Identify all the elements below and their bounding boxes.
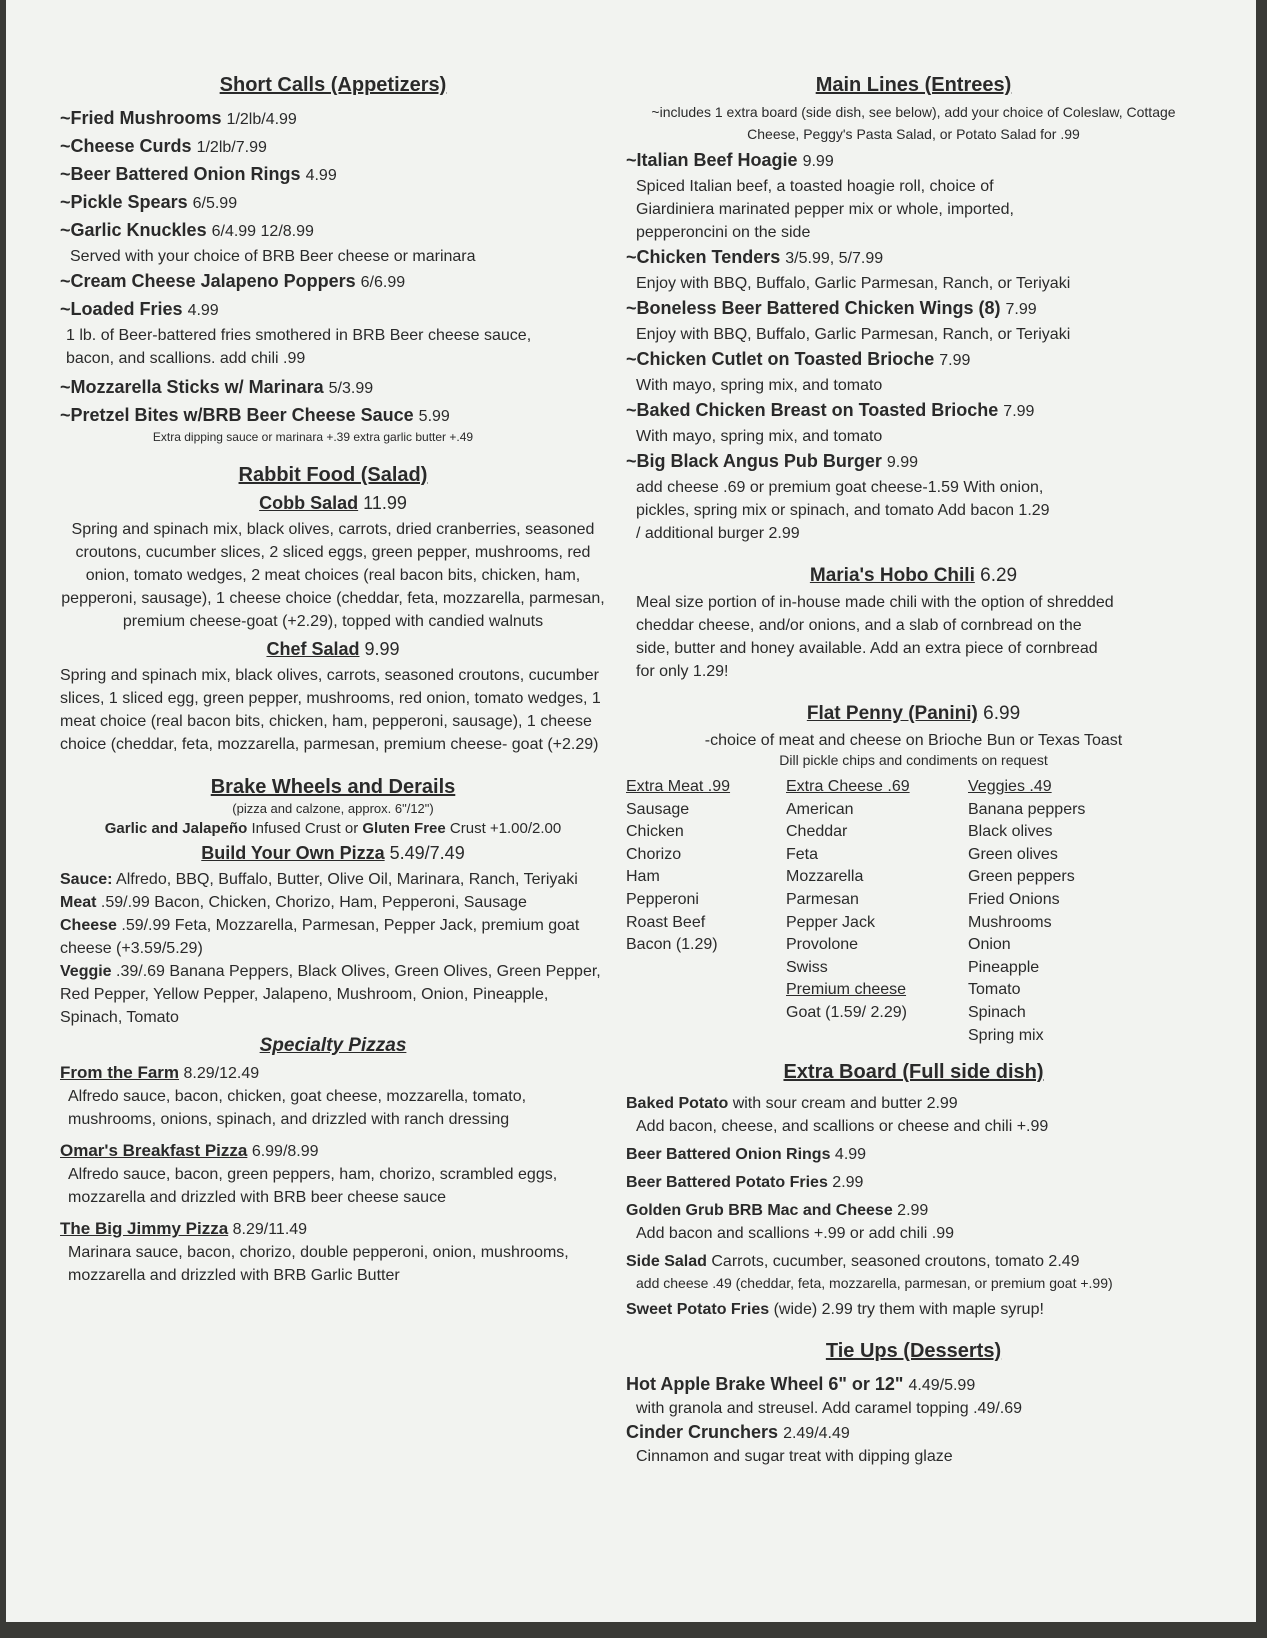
specialty-item xyxy=(60,1217,606,1241)
item-price: 6/4.99 12/8.99 xyxy=(211,223,314,240)
list-item: Ham xyxy=(626,868,660,886)
list-item: Pineapple xyxy=(968,958,1040,976)
item-text: with sour cream and butter 2.99 xyxy=(728,1095,958,1113)
item-name: ~Mozzarella Sticks w/ Marinara xyxy=(60,377,324,397)
item-desc: add cheese .49 (cheddar, feta, mozzarella, parmesan, or premium goat +.99) xyxy=(636,1275,1113,1292)
item-name: ~Pickle Spears xyxy=(60,192,188,212)
side-item xyxy=(626,1199,1201,1245)
item-text: Carrots, cucumber, seasoned croutons, tomato 2.49 xyxy=(706,1253,1080,1271)
menu-item xyxy=(60,217,606,245)
item-price: 1/2lb/4.99 xyxy=(226,111,297,128)
left-column xyxy=(60,74,606,1287)
item-name: Cobb Salad xyxy=(259,493,359,513)
list-item: Swiss xyxy=(786,958,828,976)
list-item: Banana peppers xyxy=(968,800,1086,818)
item-price: 6.29 xyxy=(980,565,1018,586)
crust-text: Infused Crust or xyxy=(247,820,363,837)
item-name: Golden Grub BRB Mac and Cheese xyxy=(626,1202,893,1220)
menu-item xyxy=(626,448,1201,476)
list-item: American xyxy=(786,800,854,818)
value: .59/.99 Bacon, Chicken, Chorizo, Ham, Pepperoni, Sausage xyxy=(96,894,527,911)
panini-line2: Dill pickle chips and condiments on request xyxy=(779,752,1048,768)
list-item: Mushrooms xyxy=(968,913,1052,931)
item-price: 6/6.99 xyxy=(360,274,406,291)
item-name: ~Italian Beef Hoagie xyxy=(626,150,798,170)
column-head: Premium cheese xyxy=(786,981,907,999)
panini-options xyxy=(626,776,1201,1047)
list-item: Provolone xyxy=(786,936,859,954)
salad-title: Rabbit Food (Salad) xyxy=(238,464,428,486)
column-head: Extra Meat .99 xyxy=(626,778,731,795)
item-name: Maria's Hobo Chili xyxy=(809,565,975,586)
item-name: Chef Salad xyxy=(266,639,360,659)
menu-item xyxy=(60,161,606,189)
value: Alfredo, BBQ, Buffalo, Butter, Olive Oil, Marinara, Ranch, Teriyaki xyxy=(112,871,578,888)
menu-item xyxy=(626,295,1201,323)
list-item: Tomato xyxy=(968,981,1021,999)
list-item: Goat (1.59/ 2.29) xyxy=(786,1003,907,1021)
list-item: Cheddar xyxy=(786,823,848,841)
entrees-note: ~includes 1 extra board (side dish, see below), add your choice of Coleslaw, Cottage Cheese, Peggy's Pasta Salad, or Potato Salad for .99 xyxy=(651,104,1176,142)
item-name: From the Farm xyxy=(60,1063,180,1082)
item-name: ~Cheese Curds xyxy=(60,136,192,156)
item-text: 2.99 xyxy=(892,1202,929,1220)
specialty-item xyxy=(60,1139,606,1163)
item-name: Hot Apple Brake Wheel 6" or 12" xyxy=(626,1374,904,1395)
item-name: ~Pretzel Bites w/BRB Beer Cheese Sauce xyxy=(60,405,414,425)
list-item: Sausage xyxy=(626,800,690,818)
menu-item xyxy=(60,268,606,296)
side-item xyxy=(626,1298,1201,1321)
label: Veggie xyxy=(60,963,112,980)
item-price: 4.49/5.99 xyxy=(908,1377,976,1395)
item-name: ~Boneless Beer Battered Chicken Wings (8) xyxy=(626,298,1001,318)
item-name: ~Loaded Fries xyxy=(60,299,183,319)
column-head: Extra Cheese .69 xyxy=(786,778,910,795)
item-price: 9.99 xyxy=(364,639,400,659)
desserts-title: Tie Ups (Desserts) xyxy=(825,1340,1002,1363)
byo-heading xyxy=(60,843,606,864)
item-name: Build Your Own Pizza xyxy=(201,843,385,863)
menu-item xyxy=(626,1371,1201,1399)
item-name: ~Chicken Cutlet on Toasted Brioche xyxy=(626,349,935,369)
crust-line xyxy=(60,820,606,837)
item-price: 4.99 xyxy=(187,302,219,319)
item-price: 9.99 xyxy=(802,153,834,170)
item-price: 11.99 xyxy=(363,493,407,513)
item-name: Baked Potato xyxy=(626,1095,729,1113)
byo-sauce xyxy=(60,868,606,891)
item-name: Side Salad xyxy=(626,1253,707,1271)
menu-item xyxy=(60,133,606,161)
item-name: Beer Battered Onion Rings xyxy=(626,1146,831,1164)
menu-item xyxy=(626,346,1201,374)
value: .39/.69 Banana Peppers, Black Olives, Green Olives, Green Pepper, Red Pepper, Yellow Pepper, Jalapeno, Mushroom, Onion, Pineapple, Spinach, Tomato xyxy=(60,963,601,1026)
item-price: 5.99 xyxy=(418,408,450,425)
menu-item xyxy=(626,147,1201,175)
item-desc: Alfredo sauce, bacon, chicken, goat cheese, mozzarella, tomato, mushrooms, onions, spinach, and drizzled with ranch dressing xyxy=(68,1088,527,1128)
byo-veggie xyxy=(60,960,606,1029)
list-item: Pepper Jack xyxy=(786,913,875,931)
menu-item xyxy=(60,189,606,217)
specialty-title: Specialty Pizzas xyxy=(259,1035,407,1056)
item-text: 4.99 xyxy=(830,1146,867,1164)
label: Sauce: xyxy=(60,871,113,888)
list-item: Spring mix xyxy=(968,1026,1044,1044)
item-price: 6/5.99 xyxy=(192,195,238,212)
item-price: 9.99 xyxy=(886,454,919,471)
item-desc: 1 lb. of Beer-battered fries smothered in BRB Beer cheese sauce, bacon, and scallions. add chili .99 xyxy=(66,327,532,367)
item-price: 7.99 xyxy=(1003,403,1035,420)
item-price: 6.99 xyxy=(983,703,1021,724)
item-desc: Add bacon and scallions +.99 or add chili .99 xyxy=(636,1225,954,1243)
chili-desc: Meal size portion of in-house made chili with the option of shredded cheddar cheese, and/or onions, and a slab of cornbread on the side, butter and honey available. Add an extra piece of cornbread for only 1.29! xyxy=(636,594,1114,680)
appetizers-note: Extra dipping sauce or marinara +.39 extra garlic butter +.49 xyxy=(152,430,474,444)
pizza-title: Brake Wheels and Derails xyxy=(210,776,456,798)
appetizers-title: Short Calls (Appetizers) xyxy=(219,74,447,96)
item-price: 7.99 xyxy=(1005,301,1037,318)
item-name: ~Beer Battered Onion Rings xyxy=(60,164,301,184)
item-price: 3/5.99, 5/7.99 xyxy=(785,250,884,267)
side-item xyxy=(626,1171,1201,1194)
item-desc: Spiced Italian beef, a toasted hoagie roll, choice of Giardiniera marinated pepper mix or whole, imported, pepperoncini on the side xyxy=(636,178,1014,241)
item-desc: Enjoy with BBQ, Buffalo, Garlic Parmesan, Ranch, or Teriyaki xyxy=(636,275,1071,292)
item-text: 2.99 xyxy=(827,1174,864,1192)
list-item: Mozzarella xyxy=(786,868,864,886)
specialty-item xyxy=(60,1061,606,1085)
item-name: ~Fried Mushrooms xyxy=(60,108,222,128)
item-name: ~Cream Cheese Jalapeno Poppers xyxy=(60,271,356,291)
menu-item xyxy=(626,1419,1201,1447)
item-name: Omar's Breakfast Pizza xyxy=(60,1141,248,1160)
item-name: Flat Penny (Panini) xyxy=(806,703,978,724)
item-name: ~Garlic Knuckles xyxy=(60,220,207,240)
veggie-column xyxy=(968,776,1168,1047)
item-desc: Enjoy with BBQ, Buffalo, Garlic Parmesan, Ranch, or Teriyaki xyxy=(636,326,1071,343)
item-name: ~Baked Chicken Breast on Toasted Brioche xyxy=(626,400,999,420)
list-item: Chicken xyxy=(626,823,684,841)
menu-item xyxy=(60,374,606,402)
byo-cheese xyxy=(60,914,606,960)
list-item: Fried Onions xyxy=(968,890,1060,908)
panini-heading xyxy=(626,703,1201,725)
panini-line1: -choice of meat and cheese on Brioche Bun or Texas Toast xyxy=(704,732,1123,749)
list-item: Spinach xyxy=(968,1003,1026,1021)
item-text: (wide) 2.99 try them with maple syrup! xyxy=(769,1301,1044,1319)
item-name: ~Big Black Angus Pub Burger xyxy=(626,451,882,471)
item-price: 5.49/7.49 xyxy=(389,843,465,863)
label: Meat xyxy=(60,894,97,911)
item-desc: with granola and streusel. Add caramel topping .49/.69 xyxy=(636,1400,1023,1418)
value: .59/.99 Feta, Mozzarella, Parmesan, Pepper Jack, premium goat cheese (+3.59/5.29) xyxy=(60,917,580,957)
item-name: Beer Battered Potato Fries xyxy=(626,1174,828,1192)
menu-item xyxy=(60,296,606,324)
meat-column xyxy=(626,776,786,1047)
menu-item xyxy=(60,402,606,430)
list-item: Pepperoni xyxy=(626,890,699,908)
cobb-salad-desc: Spring and spinach mix, black olives, carrots, dried cranberries, seasoned croutons, cucumber slices, 2 sliced eggs, green pepper, mushrooms, red onion, tomato wedges, 2 meat choices (real bacon bits, chicken, ham, pepperoni, sausage), 1 cheese choice (cheddar, feta, mozzarella, parmesan, premium cheese-goat (+2.29), topped with candied walnuts xyxy=(61,521,605,630)
chef-salad-heading xyxy=(60,639,606,660)
item-name: The Big Jimmy Pizza xyxy=(60,1219,229,1238)
item-desc: Served with your choice of BRB Beer cheese or marinara xyxy=(70,248,476,265)
item-desc: add cheese .69 or premium goat cheese-1.59 With onion, pickles, spring mix or spinach, and tomato Add bacon 1.29 / additional burger 2.99 xyxy=(636,479,1050,542)
cheese-column xyxy=(786,776,968,1047)
pizza-subtitle: (pizza and calzone, approx. 6"/12") xyxy=(232,801,434,816)
label: Cheese xyxy=(60,917,117,934)
item-desc: Alfredo sauce, bacon, green peppers, ham, chorizo, scrambled eggs, mozzarella and drizzled with BRB beer cheese sauce xyxy=(68,1166,558,1206)
crust-gf: Gluten Free xyxy=(362,820,446,837)
menu-item xyxy=(626,397,1201,425)
cobb-salad-heading xyxy=(60,493,606,514)
list-item: Feta xyxy=(786,845,819,863)
item-name: ~Chicken Tenders xyxy=(626,247,781,267)
item-desc: With mayo, spring mix, and tomato xyxy=(636,377,883,394)
list-item: Chorizo xyxy=(626,845,682,863)
item-price: 1/2lb/7.99 xyxy=(196,139,267,156)
item-price: 8.29/12.49 xyxy=(183,1065,260,1082)
side-item xyxy=(626,1092,1201,1138)
crust-price: Crust +1.00/2.00 xyxy=(445,820,562,837)
crust-flavor: Garlic and Jalapeño xyxy=(104,820,248,837)
menu-item xyxy=(60,105,606,133)
item-name: Cinder Crunchers xyxy=(626,1422,779,1443)
menu-page xyxy=(6,0,1256,1622)
list-item: Onion xyxy=(968,936,1011,954)
list-item: Black olives xyxy=(968,823,1053,841)
item-price: 4.99 xyxy=(305,167,337,184)
menu-item xyxy=(626,244,1201,272)
sides-title: Extra Board (Full side dish) xyxy=(783,1061,1044,1084)
item-desc: Marinara sauce, bacon, chorizo, double pepperoni, onion, mushrooms, mozzarella and drizzled with BRB Garlic Butter xyxy=(68,1244,569,1284)
list-item: Roast Beef xyxy=(626,913,706,931)
item-desc: With mayo, spring mix, and tomato xyxy=(636,428,883,445)
item-price: 8.29/11.49 xyxy=(232,1221,308,1238)
item-price: 6.99/8.99 xyxy=(251,1143,319,1160)
item-desc: Cinnamon and sugar treat with dipping glaze xyxy=(636,1448,953,1466)
side-item xyxy=(626,1143,1201,1166)
column-head: Veggies .49 xyxy=(968,778,1052,795)
chef-salad-desc: Spring and spinach mix, black olives, carrots, seasoned croutons, cucumber slices, 1 sliced egg, green pepper, mushrooms, red onion, tomato wedges, 1 meat choice (real bacon bits, chicken, ham, pepperoni, sausage), 1 cheese choice (cheddar, feta, mozzarella, parmesan, premium cheese- goat (+2.29) xyxy=(60,667,601,753)
side-item xyxy=(626,1250,1201,1293)
list-item: Bacon (1.29) xyxy=(626,936,718,954)
list-item: Green peppers xyxy=(968,868,1075,886)
list-item: Green olives xyxy=(968,845,1058,863)
item-desc: Add bacon, cheese, and scallions or cheese and chili +.99 xyxy=(636,1118,1049,1136)
chili-heading xyxy=(626,565,1201,587)
item-name: Sweet Potato Fries xyxy=(626,1301,770,1319)
item-price: 2.49/4.49 xyxy=(783,1425,850,1443)
byo-meat xyxy=(60,891,606,914)
list-item: Parmesan xyxy=(786,890,859,908)
item-price: 7.99 xyxy=(939,352,971,369)
item-price: 5/3.99 xyxy=(328,380,374,397)
entrees-title: Main Lines (Entrees) xyxy=(815,74,1012,96)
right-column xyxy=(626,74,1201,1467)
